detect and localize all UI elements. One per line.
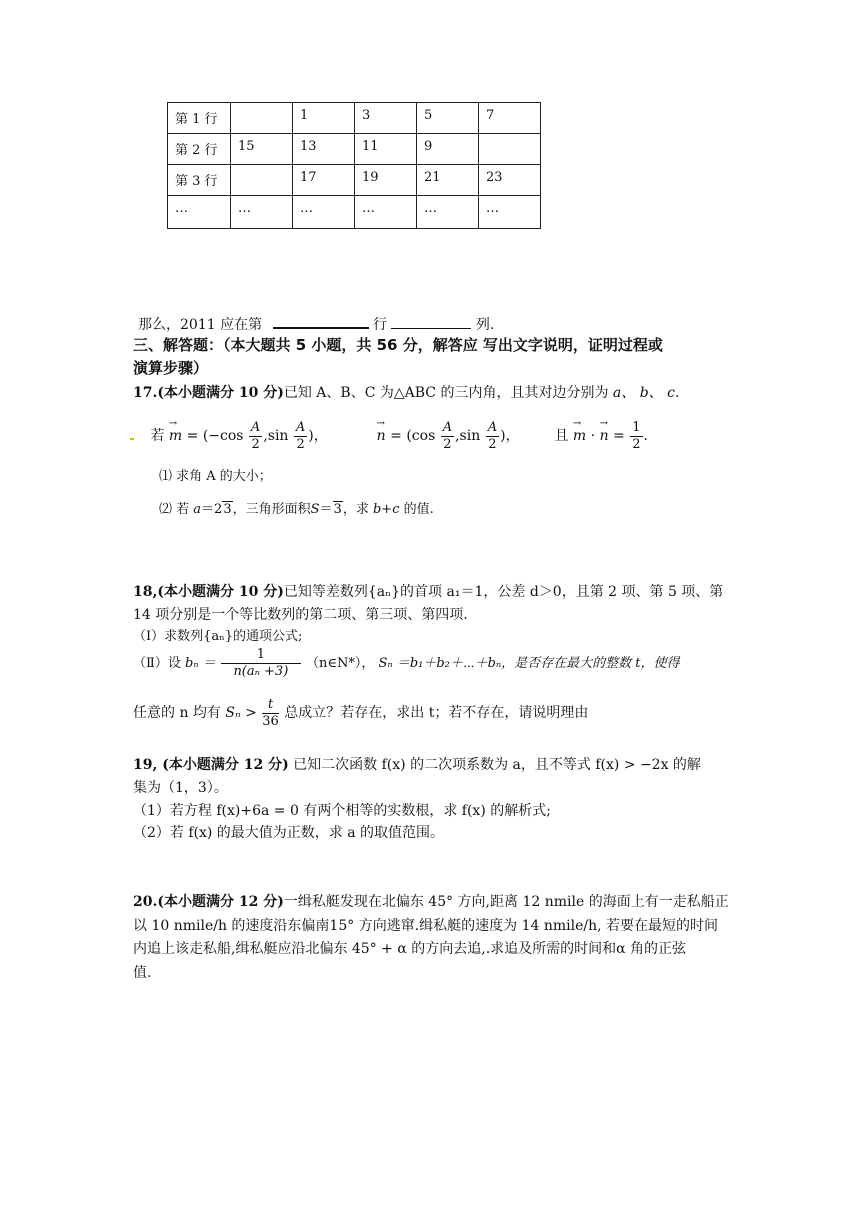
q17-p2-a: ⑵ 若: [159, 502, 190, 517]
q17-text: 已知 A、B、C 为△ABC 的三内角，且其对边分别为: [283, 385, 609, 401]
q20-line1: [133, 892, 729, 912]
table-cell: 19: [355, 165, 417, 196]
table-cell: …: [355, 196, 417, 229]
q18-line2-text: 14 项分别是一个等比数列的第二项、第三项、第四项.: [133, 607, 468, 623]
table-cell: …: [293, 196, 355, 229]
answer-blank-row[interactable]: [273, 313, 369, 329]
vector-n: → n: [377, 416, 386, 456]
q19-line2: [133, 778, 228, 798]
q17-period: .: [643, 428, 648, 444]
q18-part2: [133, 644, 680, 684]
q17-sin: ,sin: [263, 428, 289, 444]
q17-sides: a、 b、 c.: [612, 385, 680, 401]
q17-m-expr: = (−cos: [186, 428, 244, 444]
q17-label: 17.(本小题满分 10 分): [133, 385, 284, 401]
table-cell: …: [168, 196, 231, 229]
vector-n-b: → n: [600, 416, 609, 456]
q20-line3: [133, 939, 686, 959]
table-cell: 15: [231, 134, 293, 165]
q17-and: 且: [554, 428, 569, 444]
q19-part1-text: （1）若方程 f(x)+6a = 0 有两个相等的实数根，求 f(x) 的解析式;: [133, 803, 551, 819]
q17-p2-d: ＝: [319, 502, 333, 517]
q18-sn: Sₙ ＝b₁＋b₂＋⋯＋bₙ，是否存在最大的整数 t，使得: [378, 656, 680, 671]
table-cell: 21: [417, 165, 479, 196]
q17-close: )，: [308, 428, 328, 444]
q18-part2-a: （Ⅱ）设: [133, 656, 181, 671]
table-row: [168, 196, 541, 229]
table-cell: 11: [355, 134, 417, 165]
q17-given-prefix: 若: [150, 428, 165, 444]
sqrt-3b: 3: [333, 502, 342, 517]
q20-line1-text: 一缉私艇发现在北偏东 45° 方向,距离 12 nmile 的海面上有一走私船正: [283, 894, 729, 910]
q20-line2: [133, 916, 718, 936]
fill-in-prefix: 那么，2011 应在第: [138, 317, 263, 333]
section-heading-cont: [133, 358, 208, 378]
q19-part2: [133, 823, 444, 843]
table-cell: 17: [293, 165, 355, 196]
q17-p2-f: 的值.: [403, 502, 434, 517]
fill-in-mid: 行: [373, 317, 387, 333]
table-cell: 7: [479, 103, 541, 134]
q18-line1: [133, 582, 723, 602]
frac-a-over-2: $\frac{A}{2}$: [250, 419, 261, 452]
q17-intro: [133, 383, 679, 403]
table-cell: …: [479, 196, 541, 229]
table-cell: …: [231, 196, 293, 229]
answer-blank-col[interactable]: [391, 314, 471, 329]
frac-a-over-2d: $\frac{A}{2}$: [487, 419, 498, 452]
q18-line4-b: 总成立？若存在，求出 t；若不存在，请说明理由: [284, 705, 589, 721]
q18-part1-text: （Ⅰ）求数列{aₙ}的通项公式;: [133, 629, 303, 644]
table-row: [168, 134, 541, 165]
q17-close-b: )，: [500, 428, 520, 444]
frac-a-over-2c: $\frac{A}{2}$: [442, 419, 453, 452]
vector-m: → m: [169, 416, 182, 456]
q19-line1-text: 已知二次函数 f(x) 的二次项系数为 a，且不等式 f(x) > −2x 的解: [293, 757, 701, 773]
table-cell: 1: [293, 103, 355, 134]
table-cell: 第 2 行: [168, 134, 231, 165]
fill-in-question: [138, 313, 494, 335]
q17-part1-text: ⑴ 求角 A 的大小；: [159, 469, 272, 484]
q17-sin-b: ,sin: [455, 428, 481, 444]
q17-n-expr: = (cos: [390, 428, 436, 444]
q17-part2: [159, 500, 434, 520]
dot-product: ·: [590, 428, 596, 444]
q18-line2: [133, 605, 468, 625]
table-row: [168, 103, 541, 134]
q17-p2-var-a: a: [193, 502, 202, 517]
table-cell: [231, 103, 293, 134]
table-cell: [231, 165, 293, 196]
q18-line4: [133, 693, 588, 733]
q17-p2-e: ，求: [342, 502, 369, 517]
q17-p2-S: S: [310, 502, 320, 517]
table-cell: 23: [479, 165, 541, 196]
highlight-mark: [130, 438, 134, 440]
fill-in-suffix: 列.: [475, 317, 495, 333]
sqrt-3: 3: [223, 502, 232, 517]
table-cell: 5: [417, 103, 479, 134]
q20-line2-text: 以 10 nmile/h 的速度沿东偏南15° 方向逃窜.缉私艇的速度为 14 nmile/h, 若要在最短的时间: [133, 918, 719, 934]
q18-sn2: Sₙ >: [225, 705, 257, 721]
table-cell: 9: [417, 134, 479, 165]
frac-a-over-2b: $\frac{A}{2}$: [295, 419, 306, 452]
q18-line4-a: 任意的 n 均有: [133, 705, 221, 721]
q19-label: 19, (本小题满分 12 分): [133, 757, 289, 773]
frac-t-36: $\frac{t}{36}$: [262, 696, 279, 729]
vector-m-b: → m: [573, 416, 586, 456]
section-heading-line2: 演算步骤）: [133, 359, 209, 377]
q17-eq: =: [613, 428, 625, 444]
q19-line2-text: 集为（1，3）。: [133, 780, 228, 796]
q19-part1: [133, 801, 551, 821]
q18-line1-text: 已知等差数列{aₙ}的首项 a₁＝1，公差 d＞0，且第 2 项、第 5 项、第: [283, 584, 724, 600]
q18-bn: bₙ ＝: [184, 656, 216, 671]
section-heading-line1: 三、解答题：（本大题共 5 小题，共 56 分，解答应 写出文字说明，证明过程或: [133, 336, 663, 354]
frac-one-half: $\frac{1}{2}$: [632, 419, 641, 452]
q17-given: [130, 416, 648, 456]
q20-label: 20.(本小题满分 12 分): [133, 894, 284, 910]
q20-line4: [133, 963, 151, 983]
q20-line3-text: 内追上该走私船,缉私艇应沿北偏东 45° + α 的方向去追,.求追及所需的时间和α 角的正弦: [133, 941, 687, 957]
q20-line4-text: 值.: [133, 965, 152, 981]
q19-line1: [133, 755, 701, 775]
q17-p2-bc: b+c: [372, 502, 400, 517]
q17-part1: [159, 467, 272, 487]
q19-part2-text: （2）若 f(x) 的最大值为正数，求 a 的取值范围。: [133, 825, 445, 841]
number-table: [167, 102, 541, 229]
table-cell: 13: [293, 134, 355, 165]
q18-part2-b: （n∈N*），: [306, 656, 375, 671]
table-cell: [479, 134, 541, 165]
q17-p2-c: ，三角形面积: [232, 502, 311, 517]
table-cell: 3: [355, 103, 417, 134]
q17-p2-b: ＝2: [201, 502, 223, 517]
frac-bn: $\frac{1}{\text{n(aₙ +3)}}$: [221, 647, 301, 680]
table-cell: …: [417, 196, 479, 229]
section-heading: [133, 335, 663, 355]
table-cell: 第 1 行: [168, 103, 231, 134]
q18-label: 18,(本小题满分 10 分): [133, 584, 284, 600]
table-row: [168, 165, 541, 196]
table-cell: 第 3 行: [168, 165, 231, 196]
